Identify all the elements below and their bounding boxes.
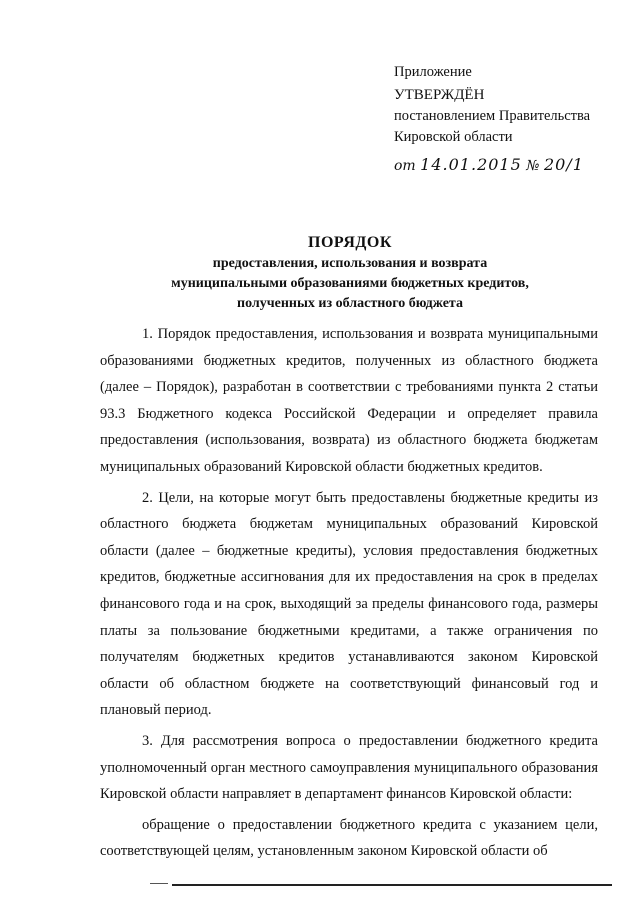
approval-number: 20/1 <box>543 155 584 174</box>
document-subtitle-line-1: предоставления, использования и возврата <box>212 256 488 271</box>
appendix-label: Приложение <box>394 64 472 80</box>
number-sign: № <box>526 158 540 174</box>
footer-rule <box>172 884 612 886</box>
document-subtitle-line-3: полученных из областного бюджета <box>237 296 463 311</box>
approved-by-line-2: Кировской области <box>394 129 513 145</box>
paragraph-4: обращение о предоставлении бюджетного кредита с указанием цели, соответствующей целям, установленным законом Кировской области об <box>100 816 598 860</box>
document-title: ПОРЯДОК <box>308 234 392 251</box>
approval-date-line <box>394 154 590 177</box>
date-prefix: от <box>394 158 416 174</box>
approved-by-line-1: постановлением Правительства <box>394 108 591 124</box>
paragraph-1: 1. Порядок предоставления, использования и возврата муниципальными образованиями бюджетных кредитов, полученных из областного бюджета (далее – Порядок), разработан в соответствии с требованиями пункта 2 статьи 93.3 Бюджетного кодекса Российской Федерации и определяет правила предоставления (использования, возврата) из областного бюджета бюджетам муниципальных образований Кировской области бюджетных кредитов. <box>100 326 598 475</box>
document-title-block <box>60 232 640 314</box>
footer-mark <box>150 883 168 884</box>
approval-date: 14.01.2015 <box>420 155 522 174</box>
approved-label: УТВЕРЖДЁН <box>394 87 485 103</box>
approval-block <box>394 62 590 177</box>
document-subtitle-line-2: муниципальными образованиями бюджетных кредитов, <box>171 276 529 291</box>
paragraph-2: 2. Цели, на которые могут быть предоставлены бюджетные кредиты из областного бюджета бюджетам муниципальных образований Кировской области (далее – бюджетные кредиты), условия предоставления бюджетных кредитов, бюджетные ассигнования для их предоставления на срок в пределах финансового года и на срок, выходящий за пределы финансового года, размеры платы за пользование бюджетными кредитами, а также ограничения по получателям бюджетных кредитов устанавливаются законом Кировской области об областном бюджете на соответствующий финансовый год и плановый период. <box>100 489 598 719</box>
paragraph-3: 3. Для рассмотрения вопроса о предоставлении бюджетного кредита уполномоченный орган местного самоуправления муниципального образования Кировской области направляет в департамент финансов Кировской области: <box>100 732 598 803</box>
document-body <box>100 321 598 869</box>
